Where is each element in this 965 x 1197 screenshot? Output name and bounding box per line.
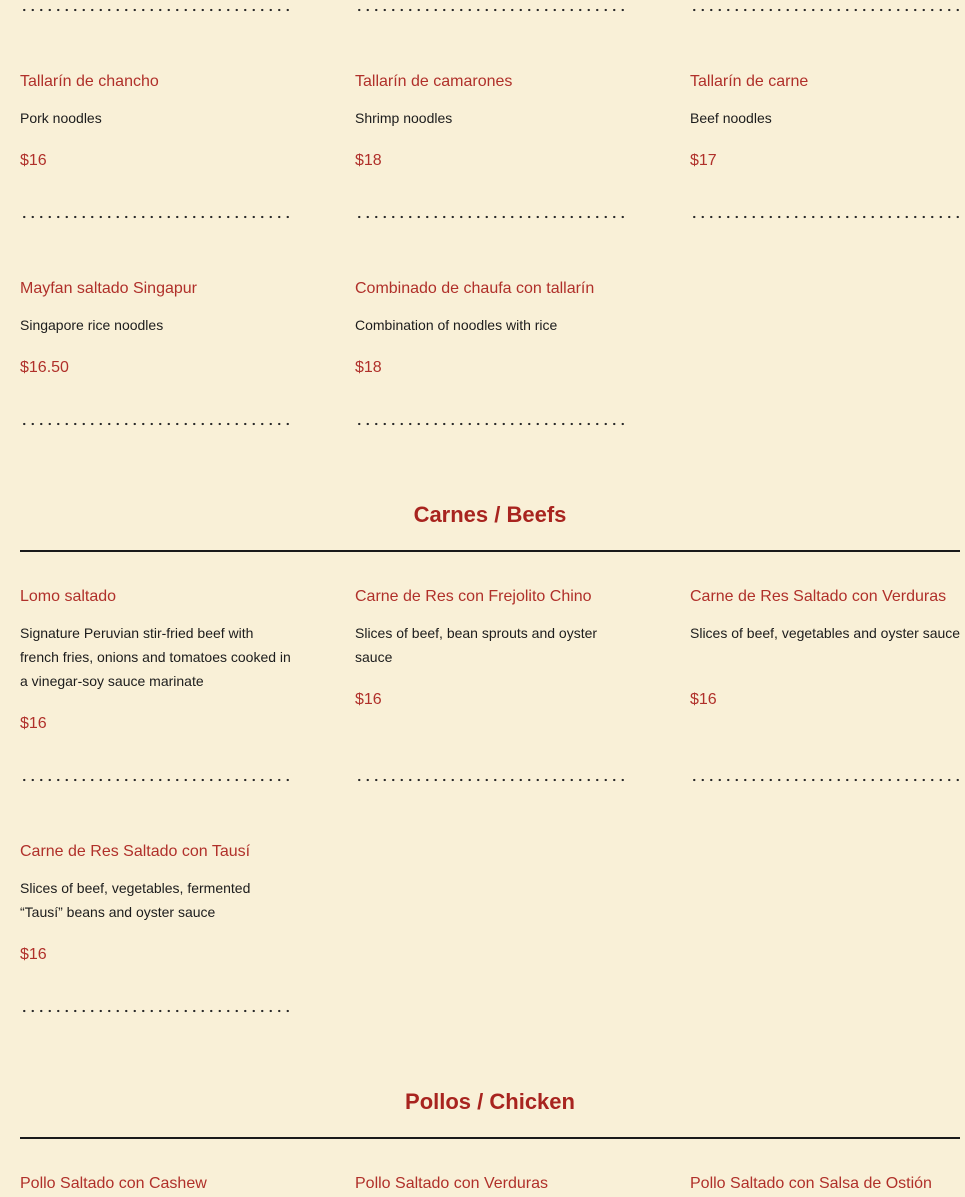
item-name: Tallarín de chancho: [20, 73, 159, 90]
item-name: Lomo saltado: [20, 588, 117, 605]
item-description: Slices of beef, bean sprouts and oyster sauce: [355, 625, 598, 665]
item-name: Combinado de chaufa con tallarín: [355, 280, 595, 297]
item-name: Pollo Saltado con Cashew: [20, 1175, 207, 1192]
dotted-separator: [355, 778, 627, 782]
item-name: Tallarín de carne: [690, 73, 809, 90]
item-name: Tallarín de camarones: [355, 73, 513, 90]
dotted-separator: [690, 215, 962, 219]
section-title-chicken: Pollos / Chicken: [405, 1089, 575, 1114]
item-description: Singapore rice noodles: [20, 317, 164, 333]
dotted-separator: [355, 422, 627, 426]
dotted-separator: [690, 778, 962, 782]
item-description: Signature Peruvian stir-fried beef with french fries, onions and tomatoes cooked in a vinegar-soy sauce marinate: [20, 625, 291, 689]
dotted-separator: [690, 8, 962, 12]
item-price: $17: [690, 152, 717, 169]
item-description: Combination of noodles with rice: [355, 317, 558, 333]
dotted-separator: [355, 8, 627, 12]
item-name: Pollo Saltado con Salsa de Ostión: [690, 1175, 932, 1192]
item-description: Slices of beef, vegetables and oyster sauce: [690, 625, 961, 641]
dotted-separator: [355, 215, 627, 219]
item-name: Carne de Res Saltado con Verduras: [690, 588, 947, 605]
item-description: Pork noodles: [20, 110, 102, 126]
item-price: $18: [355, 152, 382, 169]
item-price: $16: [355, 691, 382, 708]
item-description: Beef noodles: [690, 110, 772, 126]
item-price: $16: [20, 152, 47, 169]
item-price: $16: [20, 715, 47, 732]
section-divider: [20, 550, 960, 552]
item-description: Slices of beef, vegetables, fermented “Tausí” beans and oyster sauce: [20, 880, 251, 920]
item-name: Pollo Saltado con Verduras: [355, 1175, 549, 1192]
item-price: $18: [355, 359, 382, 376]
section-divider: [20, 1137, 960, 1139]
section-title-beefs: Carnes / Beefs: [413, 502, 567, 527]
item-description: Shrimp noodles: [355, 110, 453, 126]
item-name: Mayfan saltado Singapur: [20, 280, 197, 297]
item-name: Carne de Res Saltado con Tausí: [20, 843, 251, 860]
item-price: $16: [690, 691, 717, 708]
item-name: Carne de Res con Frejolito Chino: [355, 588, 592, 605]
dotted-separator: [20, 8, 292, 12]
dotted-separator: [20, 1009, 292, 1013]
item-price: $16: [20, 946, 47, 963]
item-price: $16.50: [20, 359, 69, 376]
dotted-separator: [20, 215, 292, 219]
dotted-separator: [20, 422, 292, 426]
dotted-separator: [20, 778, 292, 782]
